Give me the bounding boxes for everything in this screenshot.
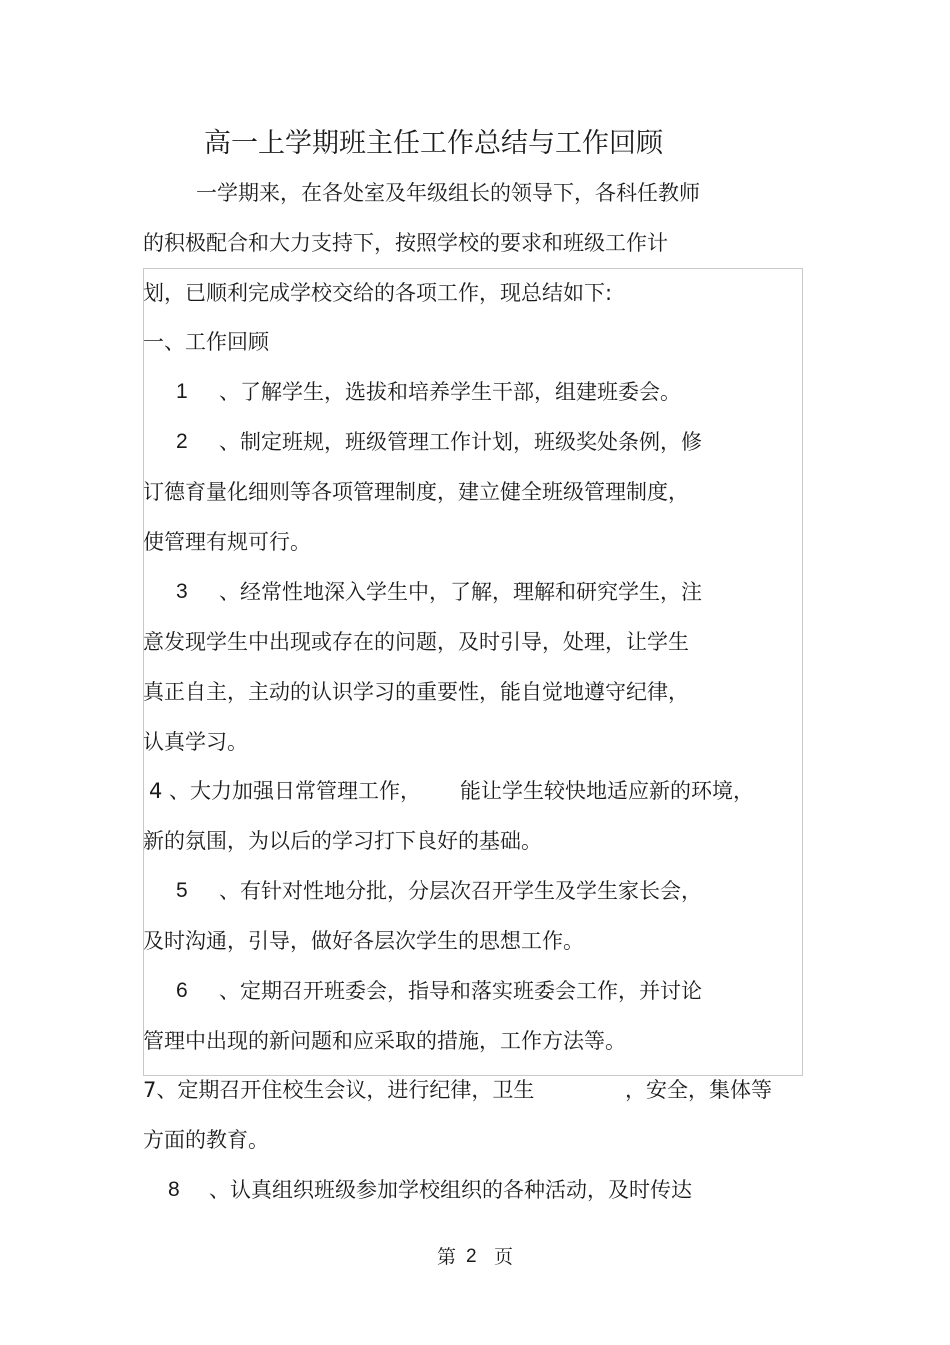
page-footer-label: 第 — [437, 1246, 457, 1268]
item-number: 6 — [176, 979, 188, 1002]
list-item: 、认真组织班级参加学校组织的各种活动，及时传达 — [209, 1178, 692, 1202]
list-item-continuation: 能让学生较快地适应新的环境， — [460, 779, 754, 803]
paragraph-line: 方面的教育。 — [143, 1128, 269, 1152]
item-number: 8 — [168, 1178, 180, 1201]
document-title: 高一上学期班主任工作总结与工作回顾 — [204, 128, 663, 159]
paragraph-line: 使管理有规可行。 — [143, 530, 311, 554]
item-number: 2 — [176, 430, 188, 453]
list-item: 4 、大力加强日常管理工作， — [149, 779, 422, 803]
list-item: 、定期召开班委会，指导和落实班委会工作，并讨论 — [219, 979, 702, 1003]
paragraph-line: 划，已顺利完成学校交给的各项工作，现总结如下: — [143, 281, 613, 305]
paragraph-line: 意发现学生中出现或存在的问题，及时引导，处理，让学生 — [143, 630, 689, 654]
paragraph-line: 的积极配合和大力支持下，按照学校的要求和班级工作计 — [143, 231, 668, 255]
list-item: 7、定期召开住校生会议，进行纪律，卫生 — [143, 1078, 535, 1102]
list-item: 、经常性地深入学生中，了解，理解和研究学生，注 — [219, 580, 702, 604]
item-number: 5 — [176, 879, 188, 902]
paragraph-line: 真正自主，主动的认识学习的重要性，能自觉地遵守纪律， — [143, 680, 689, 704]
paragraph-line: 管理中出现的新问题和应采取的措施，工作方法等。 — [143, 1029, 626, 1053]
section-heading: 一、工作回顾 — [143, 330, 269, 354]
list-item: 、了解学生，选拔和培养学生干部，组建班委会。 — [219, 380, 681, 404]
page-footer-unit: 页 — [494, 1246, 514, 1268]
paragraph-line: 一学期来，在各处室及年级组长的领导下，各科任教师 — [196, 181, 700, 205]
paragraph-line: 订德育量化细则等各项管理制度，建立健全班级管理制度， — [143, 480, 689, 504]
paragraph-line: 认真学习。 — [143, 730, 248, 754]
paragraph-line: 及时沟通，引导，做好各层次学生的思想工作。 — [143, 929, 584, 953]
page-number: 2 — [466, 1246, 477, 1267]
list-item: 、有针对性地分批，分层次召开学生及学生家长会， — [219, 879, 702, 903]
item-number: 3 — [176, 580, 188, 603]
paragraph-line: 新的氛围，为以后的学习打下良好的基础。 — [143, 829, 542, 853]
item-number: 1 — [176, 380, 188, 403]
list-item-continuation: ，安全，集体等 — [625, 1078, 772, 1102]
list-item: 、制定班规，班级管理工作计划，班级奖处条例，修 — [219, 430, 702, 454]
